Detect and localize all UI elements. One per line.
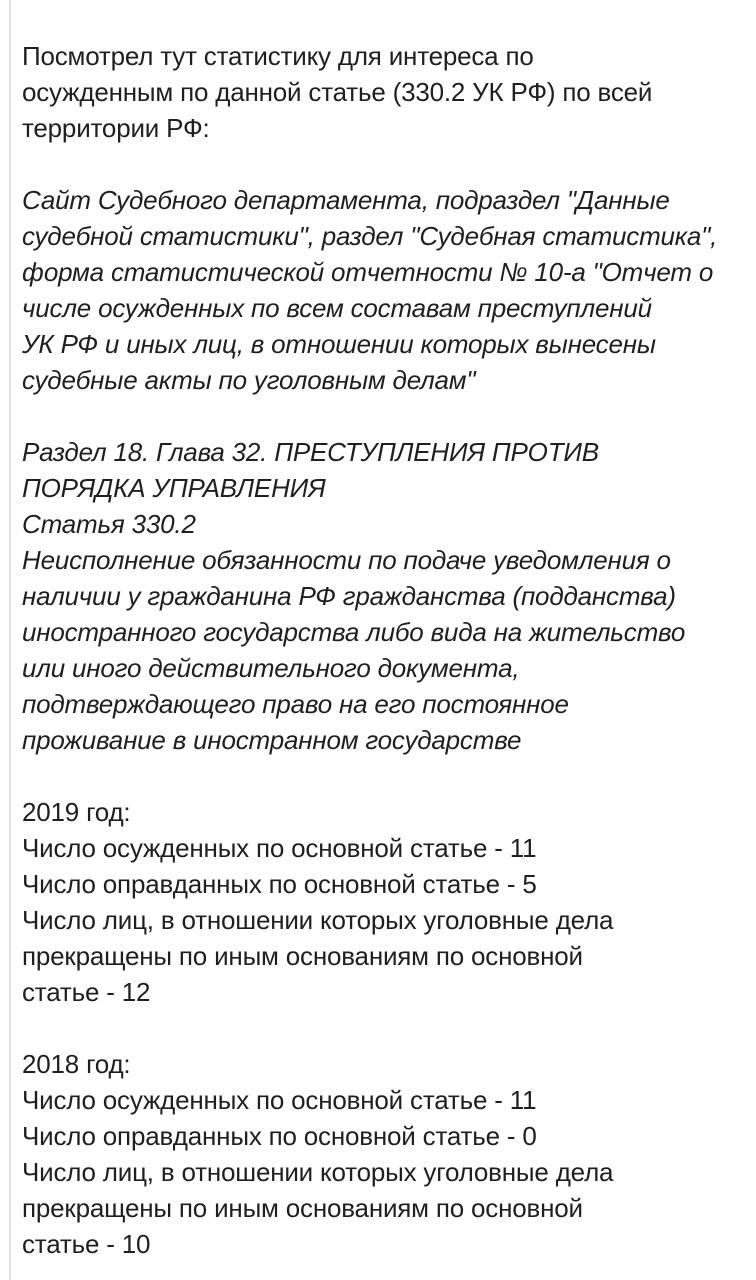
post-body [22, 38, 742, 1262]
intro-paragraph: Посмотрел тут статистику для интереса по осужденным по данной статье (330.2 УК РФ) по всей территории РФ: [22, 41, 653, 143]
source-paragraph: Сайт Судебного департамента, подраздел "Данные судебной статистики", раздел "Судебная статистика", форма статистической отчетности № 10-а "Отчет о числе осужденных по всем составам преступлений УК РФ и иных лиц, в отношении которых вынесены судебные акты по уголовным делам" [22, 185, 718, 395]
stats-2018-paragraph: 2018 год: Число осужденных по основной статье - 11 Число оправданных по основной статье - 0 Число лиц, в отношении которых уголовные дела прекращены по иным основаниям по основной статье - 10 [22, 1049, 614, 1259]
article-paragraph: Раздел 18. Глава 32. ПРЕСТУПЛЕНИЯ ПРОТИВ ПОРЯДКА УПРАВЛЕНИЯ Статья 330.2 Неисполнение обязанности по подаче уведомления о наличии у гражданина РФ гражданства (подданства) иностранного государства либо вида на жительство или иного действительного документа, подтверждающего право на его постоянное проживание в иностранном государстве [22, 437, 686, 755]
post-left-border [9, 0, 11, 1280]
stats-2019-paragraph: 2019 год: Число осужденных по основной статье - 11 Число оправданных по основной статье - 5 Число лиц, в отношении которых уголовные дела прекращены по иным основаниям по основной статье - 12 [22, 797, 614, 1007]
